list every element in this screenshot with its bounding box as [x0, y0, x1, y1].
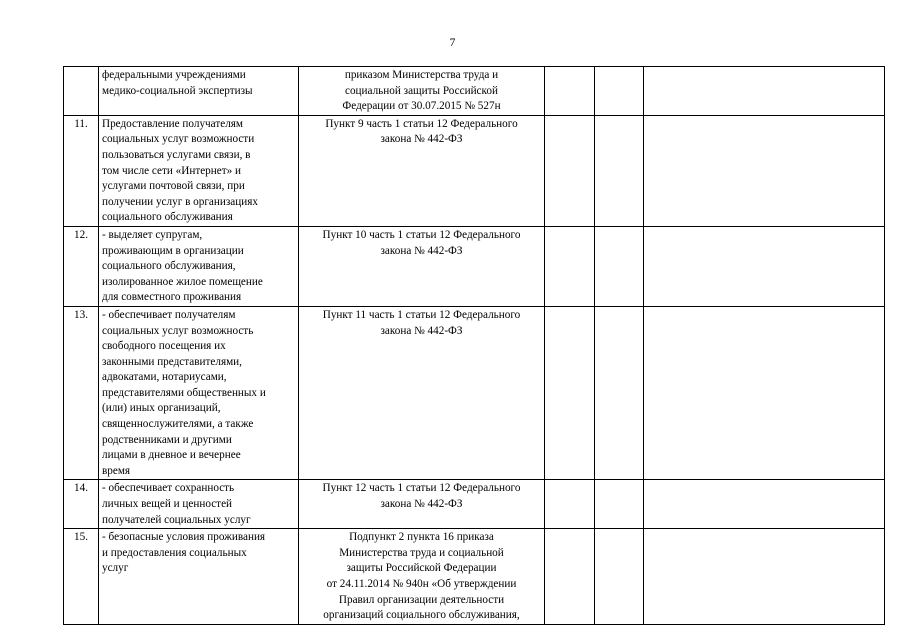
row-number: 13.: [64, 306, 99, 480]
requirement-description: - выделяет супругам, проживающим в организации социального обслуживания, изолированное жилое помещение для совместного проживания: [99, 226, 299, 306]
row-number: [64, 67, 99, 116]
empty-cell: [644, 529, 885, 625]
table-row: [64, 480, 885, 529]
row-number: 14.: [64, 480, 99, 529]
row-number: 15.: [64, 529, 99, 625]
empty-cell: [644, 480, 885, 529]
table-row: [64, 529, 885, 625]
table-row: [64, 306, 885, 480]
empty-cell: [644, 115, 885, 226]
empty-cell: [595, 226, 644, 306]
requirement-description: - безопасные условия проживания и предоставления социальных услуг: [99, 529, 299, 625]
empty-cell: [545, 115, 595, 226]
legal-basis: Пункт 9 часть 1 статьи 12 Федерального закона № 442-ФЗ: [299, 115, 545, 226]
legal-basis: Пункт 10 часть 1 статьи 12 Федерального закона № 442-ФЗ: [299, 226, 545, 306]
legal-basis: Пункт 11 часть 1 статьи 12 Федерального закона № 442-ФЗ: [299, 306, 545, 480]
requirement-description: федеральными учреждениями медико-социальной экспертизы: [99, 67, 299, 116]
empty-cell: [595, 115, 644, 226]
empty-cell: [595, 480, 644, 529]
empty-cell: [595, 306, 644, 480]
requirement-description: Предоставление получателям социальных услуг возможности пользоваться услугами связи, в том числе сети «Интернет» и услугами почтовой связи, при получении услуг в организациях социального обслуживания: [99, 115, 299, 226]
legal-basis: Подпункт 2 пункта 16 приказа Министерства труда и социальной защиты Российской Федерации от 24.11.2014 № 940н «Об утверждении Правил организации деятельности организаций социального обслуживания,: [299, 529, 545, 625]
empty-cell: [545, 529, 595, 625]
requirement-description: - обеспечивает получателям социальных услуг возможность свободного посещения их законными представителями, адвокатами, нотариусами, представителями общественных и (или) иных организаций, священнослужителями, а также родственниками и другими лицами в дневное и вечернее время: [99, 306, 299, 480]
row-number: 12.: [64, 226, 99, 306]
row-number: 11.: [64, 115, 99, 226]
empty-cell: [545, 226, 595, 306]
legal-basis: Пункт 12 часть 1 статьи 12 Федерального закона № 442-ФЗ: [299, 480, 545, 529]
table-row: [64, 226, 885, 306]
legal-basis: приказом Министерства труда и социальной защиты Российской Федерации от 30.07.2015 № 527н: [299, 67, 545, 116]
empty-cell: [644, 226, 885, 306]
requirement-description: - обеспечивает сохранность личных вещей и ценностей получателей социальных услуг: [99, 480, 299, 529]
empty-cell: [595, 529, 644, 625]
empty-cell: [644, 67, 885, 116]
empty-cell: [545, 67, 595, 116]
empty-cell: [545, 480, 595, 529]
requirements-table: [63, 66, 885, 625]
table-row: [64, 67, 885, 116]
empty-cell: [644, 306, 885, 480]
empty-cell: [545, 306, 595, 480]
table-row: [64, 115, 885, 226]
page-number: 7: [449, 37, 456, 49]
empty-cell: [595, 67, 644, 116]
